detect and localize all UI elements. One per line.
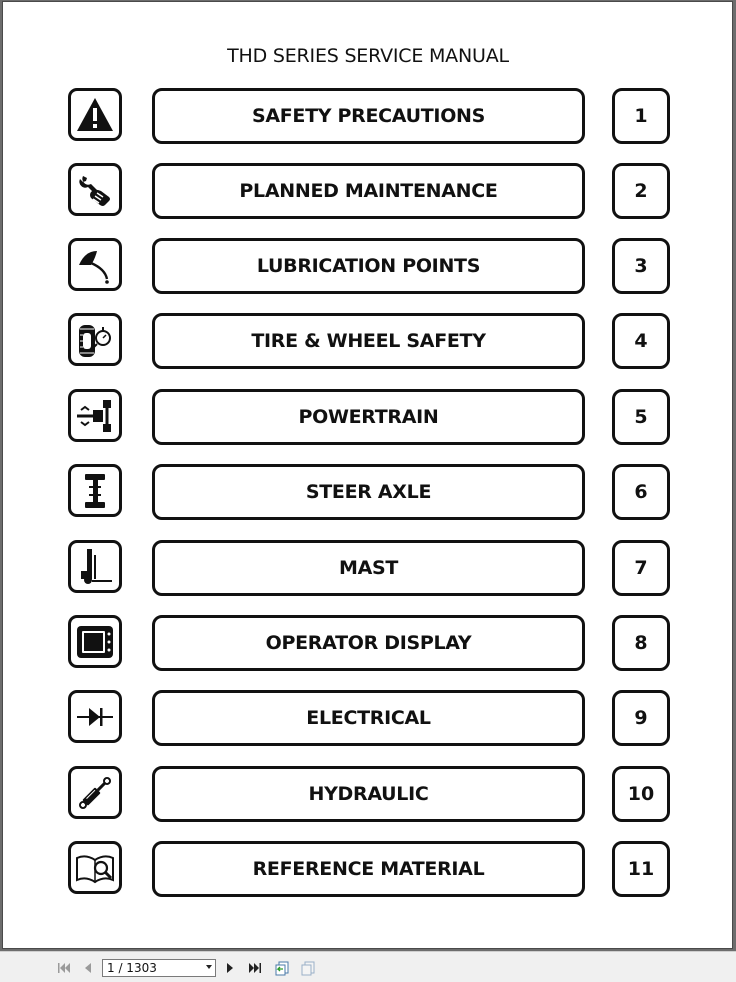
section-icon-button[interactable] [68,313,122,366]
section-link[interactable]: PLANNED MAINTENANCE [152,163,585,219]
section-number[interactable]: 9 [612,690,670,746]
section-number[interactable]: 6 [612,464,670,520]
previous-page-icon [80,960,96,976]
last-page-icon [247,960,263,976]
section-row [0,690,736,747]
section-number[interactable]: 2 [612,163,670,219]
section-icon-button[interactable] [68,238,122,291]
page-number-select[interactable] [102,959,216,977]
section-icon-button[interactable] [68,464,122,517]
page-indicator: 1 / 1303 [107,961,157,975]
section-number[interactable]: 3 [612,238,670,294]
powertrain-icon [75,396,115,436]
section-row [0,540,736,597]
section-link[interactable]: TIRE & WHEEL SAFETY [152,313,585,369]
section-row [0,88,736,145]
section-number[interactable]: 1 [612,88,670,144]
section-row [0,464,736,521]
page-title: THD SERIES SERVICE MANUAL [227,45,509,67]
section-link[interactable]: OPERATOR DISPLAY [152,615,585,671]
go-back-view-button[interactable] [274,960,290,976]
section-row [0,163,736,220]
section-row [0,389,736,446]
section-icon-button[interactable] [68,766,122,819]
section-row [0,238,736,295]
section-number[interactable]: 4 [612,313,670,369]
viewer-toolbar [0,951,736,982]
display-icon [75,622,115,662]
section-link[interactable]: ELECTRICAL [152,690,585,746]
section-link[interactable]: REFERENCE MATERIAL [152,841,585,897]
section-icon-button[interactable] [68,389,122,442]
section-icon-button[interactable] [68,841,122,894]
mast-icon [75,547,115,587]
section-icon-button[interactable] [68,540,122,593]
last-page-button[interactable] [247,960,263,976]
chevron-down-icon [206,965,212,969]
section-row [0,615,736,672]
section-link[interactable]: SAFETY PRECAUTIONS [152,88,585,144]
section-link[interactable]: LUBRICATION POINTS [152,238,585,294]
section-link[interactable]: STEER AXLE [152,464,585,520]
section-icon-button[interactable] [68,690,122,743]
section-row [0,841,736,898]
oil-can-icon [75,245,115,285]
next-page-icon [222,960,238,976]
first-page-button[interactable] [56,960,72,976]
section-link[interactable]: HYDRAULIC [152,766,585,822]
back-view-icon [274,960,290,976]
section-number[interactable]: 7 [612,540,670,596]
section-icon-button[interactable] [68,615,122,668]
section-number[interactable]: 11 [612,841,670,897]
section-icon-button[interactable] [68,163,122,216]
go-forward-view-button[interactable] [300,960,316,976]
diode-icon [75,697,115,737]
section-number[interactable]: 8 [612,615,670,671]
section-number[interactable]: 5 [612,389,670,445]
warning-icon [75,95,115,135]
wrench-hand-icon [75,170,115,210]
section-link[interactable]: POWERTRAIN [152,389,585,445]
forward-view-icon [300,960,316,976]
section-row [0,313,736,370]
section-icon-button[interactable] [68,88,122,141]
previous-page-button[interactable] [80,960,96,976]
hydraulic-cylinder-icon [75,773,115,813]
book-magnifier-icon [75,848,115,888]
tire-gauge-icon [75,320,115,360]
steer-axle-icon [75,471,115,511]
first-page-icon [56,960,72,976]
section-row [0,766,736,823]
section-number[interactable]: 10 [612,766,670,822]
section-link[interactable]: MAST [152,540,585,596]
next-page-button[interactable] [222,960,238,976]
